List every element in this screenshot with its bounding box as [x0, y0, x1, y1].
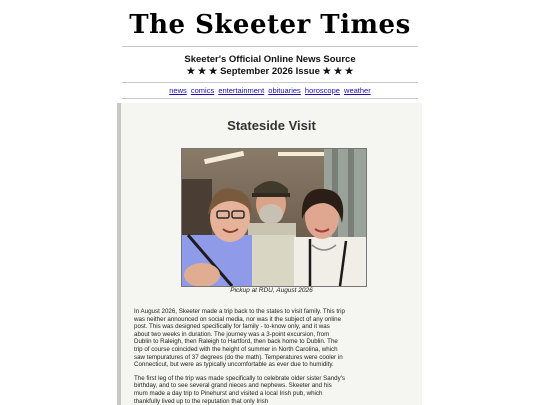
nav-link-horoscope[interactable]: horoscope: [304, 86, 340, 95]
nav-bar: [122, 86, 418, 95]
nav-link-obituaries[interactable]: obituaries: [268, 86, 301, 95]
article-paragraph: The first leg of the trip was made specifically to celebrate older sister Sandy's birthday, and to see several grand nieces and nephews. Skeeter and his mum made a day trip to Pinehurst and visited a local Irish pub, which thankfully lived up to the reputation that only Irish: [134, 374, 345, 405]
nav-link-weather[interactable]: weather: [344, 86, 371, 95]
nav-link-entertainment[interactable]: entertainment: [218, 86, 265, 95]
divider: [122, 82, 418, 83]
photo-caption: Pickup at RDU, August 2026: [230, 287, 313, 294]
divider: [122, 46, 418, 47]
article-body: [134, 308, 346, 405]
nav-link-news[interactable]: news: [169, 86, 187, 95]
article-panel: [117, 103, 422, 405]
site-tagline: Skeeter's Official Online News Source: [184, 54, 356, 65]
article-paragraph: In August 2026, Skeeter made a trip back to the states to visit family. This trip was neither announced on social media, nor was it the subject of any online post. This was designed specifically for family - to-know only, and it was about two weeks in duration. The journey was a 3-point excursion, from Dublin to Raleigh, then Raleigh to Hartford, then back home to Dublin. The trip of course coincided with the height of summer in North Carolina, which saw tempuratures of 37 degrees (do the math). Temperatures were cooler in Connecticut, but were as typically uncomfortable as ever due to humidity.: [134, 308, 345, 369]
group-selfie-photo: [181, 148, 367, 287]
tagline-block: [122, 54, 418, 78]
issue-line: ★ ★ ★ September 2026 Issue ★ ★ ★: [186, 66, 354, 77]
divider: [122, 98, 418, 99]
article-headline: Stateside Visit: [227, 118, 316, 133]
site-title: The Skeeter Times: [129, 10, 411, 40]
nav-link-comics[interactable]: comics: [190, 86, 215, 95]
